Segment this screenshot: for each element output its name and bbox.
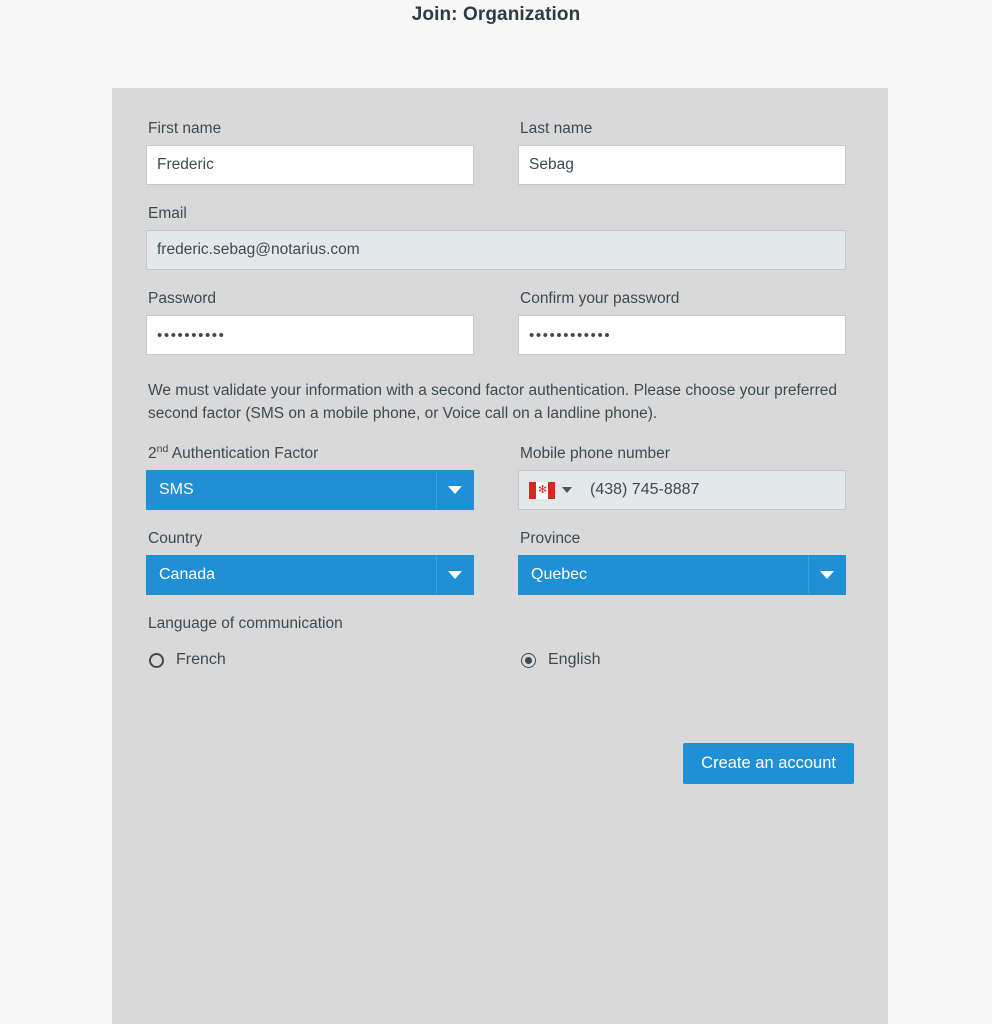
province-selected-value: Quebec	[531, 566, 588, 583]
language-label: Language of communication	[148, 615, 343, 632]
confirm-password-field-group	[518, 270, 846, 355]
country-selected-value: Canada	[159, 566, 216, 583]
country-select[interactable]	[146, 555, 474, 595]
country-dropdown-arrow[interactable]	[436, 556, 473, 594]
last-name-field-group	[518, 120, 846, 185]
second-factor-select[interactable]	[146, 470, 474, 510]
password-row	[146, 270, 854, 355]
chevron-down-icon	[448, 486, 462, 494]
second-factor-dropdown-arrow[interactable]	[436, 471, 473, 509]
country-field-group	[146, 510, 474, 595]
second-factor-label	[148, 442, 474, 463]
language-option-french-label: French	[176, 651, 226, 668]
radio-unchecked-icon[interactable]	[149, 653, 164, 668]
radio-checked-icon[interactable]	[521, 653, 536, 668]
canada-flag-icon	[529, 482, 555, 499]
first-name-input[interactable]	[146, 145, 474, 185]
language-row	[146, 595, 854, 669]
first-name-field-group	[146, 120, 474, 185]
second-factor-field-group	[146, 425, 474, 510]
language-radio-group	[146, 651, 846, 669]
page-title: Join: Organization	[411, 4, 581, 25]
confirm-password-label: Confirm your password	[520, 290, 680, 307]
first-name-label: First name	[148, 120, 222, 137]
last-name-label: Last name	[520, 120, 593, 137]
language-option-english[interactable]	[518, 651, 846, 669]
language-option-english-label: English	[548, 651, 601, 668]
mobile-phone-label: Mobile phone number	[520, 445, 670, 462]
password-field-group	[146, 270, 474, 355]
email-input[interactable]	[146, 230, 846, 270]
province-dropdown-arrow[interactable]	[808, 556, 845, 594]
maple-leaf-icon: ✻	[538, 483, 548, 496]
email-field-group	[146, 185, 846, 270]
second-factor-label-prefix: 2	[148, 445, 157, 462]
language-field-group	[146, 595, 846, 669]
location-row	[146, 510, 854, 595]
second-factor-help-text: We must validate your information with a second factor authentication. Please choose your preferred second factor (SMS on a mobile phone, or Voice call on a landline phone).	[148, 382, 837, 422]
mobile-phone-number-value: (438) 745-8887	[590, 481, 700, 498]
second-factor-label-ordinal: nd	[156, 442, 169, 455]
name-row	[146, 120, 854, 185]
chevron-down-icon	[820, 571, 834, 579]
create-account-button[interactable]: Create an account	[683, 743, 854, 784]
submit-row	[146, 743, 854, 784]
email-label: Email	[148, 205, 187, 222]
chevron-down-icon[interactable]	[562, 487, 572, 493]
second-factor-row	[146, 425, 854, 510]
second-factor-selected-value: SMS	[159, 481, 194, 498]
last-name-input[interactable]	[518, 145, 846, 185]
confirm-password-input[interactable]	[518, 315, 846, 355]
country-label: Country	[148, 530, 203, 547]
province-field-group	[518, 510, 846, 595]
language-option-french[interactable]	[146, 651, 474, 669]
password-input[interactable]	[146, 315, 474, 355]
mobile-phone-input[interactable]	[518, 470, 846, 510]
second-factor-label-suffix: Authentication Factor	[168, 445, 319, 462]
province-label: Province	[520, 530, 581, 547]
mobile-phone-field-group	[518, 425, 846, 510]
registration-form-card	[112, 88, 888, 1024]
email-row	[146, 185, 854, 270]
chevron-down-icon	[448, 571, 462, 579]
password-label: Password	[148, 290, 217, 307]
province-select[interactable]	[518, 555, 846, 595]
